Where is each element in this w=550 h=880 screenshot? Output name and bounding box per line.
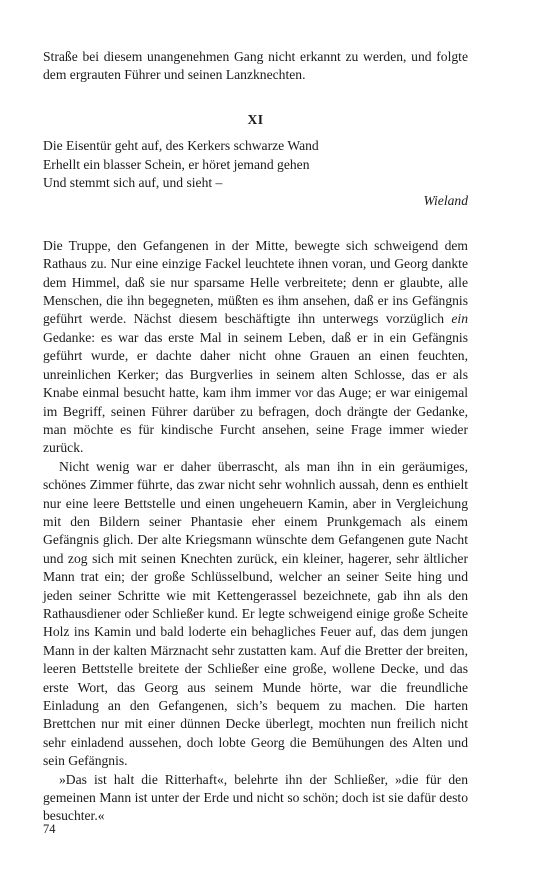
page-body: [43, 48, 468, 826]
opening-paragraph: Straße bei diesem unangenehmen Gang nicht erkannt zu werden, und folgte dem ergrauten Führer und seinen Lanzknechten.: [43, 49, 468, 83]
epigraph-line: Erhellt ein blasser Schein, er höret jemand gehen: [43, 156, 310, 172]
paragraph: »Das ist halt die Ritterhaft«, belehrte ihn der Schließer, »die für den gemeinen Mann ist unter der Erde und nicht so schön; doch ist sie dafür desto besuchter.«: [43, 771, 468, 824]
page-number: 74: [43, 822, 56, 836]
epigraph-line: Und stemmt sich auf, und sieht –: [43, 175, 223, 191]
paragraph: Nicht wenig war er daher überrascht, als man ihn in ein geräumiges, schönes Zimmer führte, das zwar nicht sehr wohnlich aussah, denn es enthielt nur eine leere Bettstelle und einen ungeheuern Kamin, aber in Vergleichung mit den Bildern seiner Phantasie eher einem Prunkgemach als einem Gefängnis glich. Der alte Kriegsmann wünschte dem Gefangenen gute Nacht und zog sich mit seinen Knechten zurück, ein kleiner, hagerer, sehr ältlicher Mann trat ein; der große Schlüsselbund, welcher an seiner Seite hing und jeden seiner Schritte wie mit Kettengerassel bezeichnete, gab ihn als den Rathausdiener oder Schließer kund. Er legte schweigend einige große Scheite Holz ins Kamin und bald loderte ein behagliches Feuer auf, das dem jungen Mann in der kalten Märznacht sehr zustatten kam. Auf die Bretter der breiten, leeren Bettstelle breitete der Schließer eine große, wollene Decke, und das erste Wort, das Georg aus seinem Munde hörte, war die freundliche Einladung an den Gefangenen, sich’s bequem zu machen. Die harten Brettchen nur mit einer dünnen Decke überlegt, mochten nun freilich nicht sehr einladend aussehen, doch lobte Georg die Bemühungen des Alten und sein Gefängnis.: [43, 458, 468, 769]
emphasized-word: ein: [451, 311, 468, 327]
epigraph-line: Die Eisentür geht auf, des Kerkers schwarze Wand: [43, 138, 319, 154]
chapter-heading: XI: [247, 111, 264, 127]
paragraph-text: Die Truppe, den Gefangenen in der Mitte, bewegte sich schweigend dem Rathaus zu. Nur eine einzige Fackel leuchtete ihnen voran, und Georg dankte dem Himmel, daß sie nur sparsame Helle verbreitete; denn er glaubte, alle Menschen, die ihn begegneten, müßten es ihm ansehen, daß er ins Gefängnis geführt werde. Nächst diesem beschäftigte ihn unterwegs vorzüglich: [43, 237, 468, 327]
paragraph-text: Gedanke: es war das erste Mal in seinem Leben, daß er in ein Gefängnis geführt wurde, er dachte daher nicht ohne Grauen an einen feuchten, unreinlichen Kerker; das Burgverlies in seinem alten Schlosse, das er als Knabe einmal besucht hatte, kam ihm immer vor das Auge; er war einigemal im Begriff, seinen Führer darüber zu befragen, doch drängte der Gedanke, man möchte es für kindische Furcht ansehen, seine Frage immer wieder zurück.: [43, 329, 468, 456]
epigraph: [43, 137, 468, 192]
epigraph-author: Wieland: [423, 193, 468, 209]
paragraph: [43, 237, 468, 458]
